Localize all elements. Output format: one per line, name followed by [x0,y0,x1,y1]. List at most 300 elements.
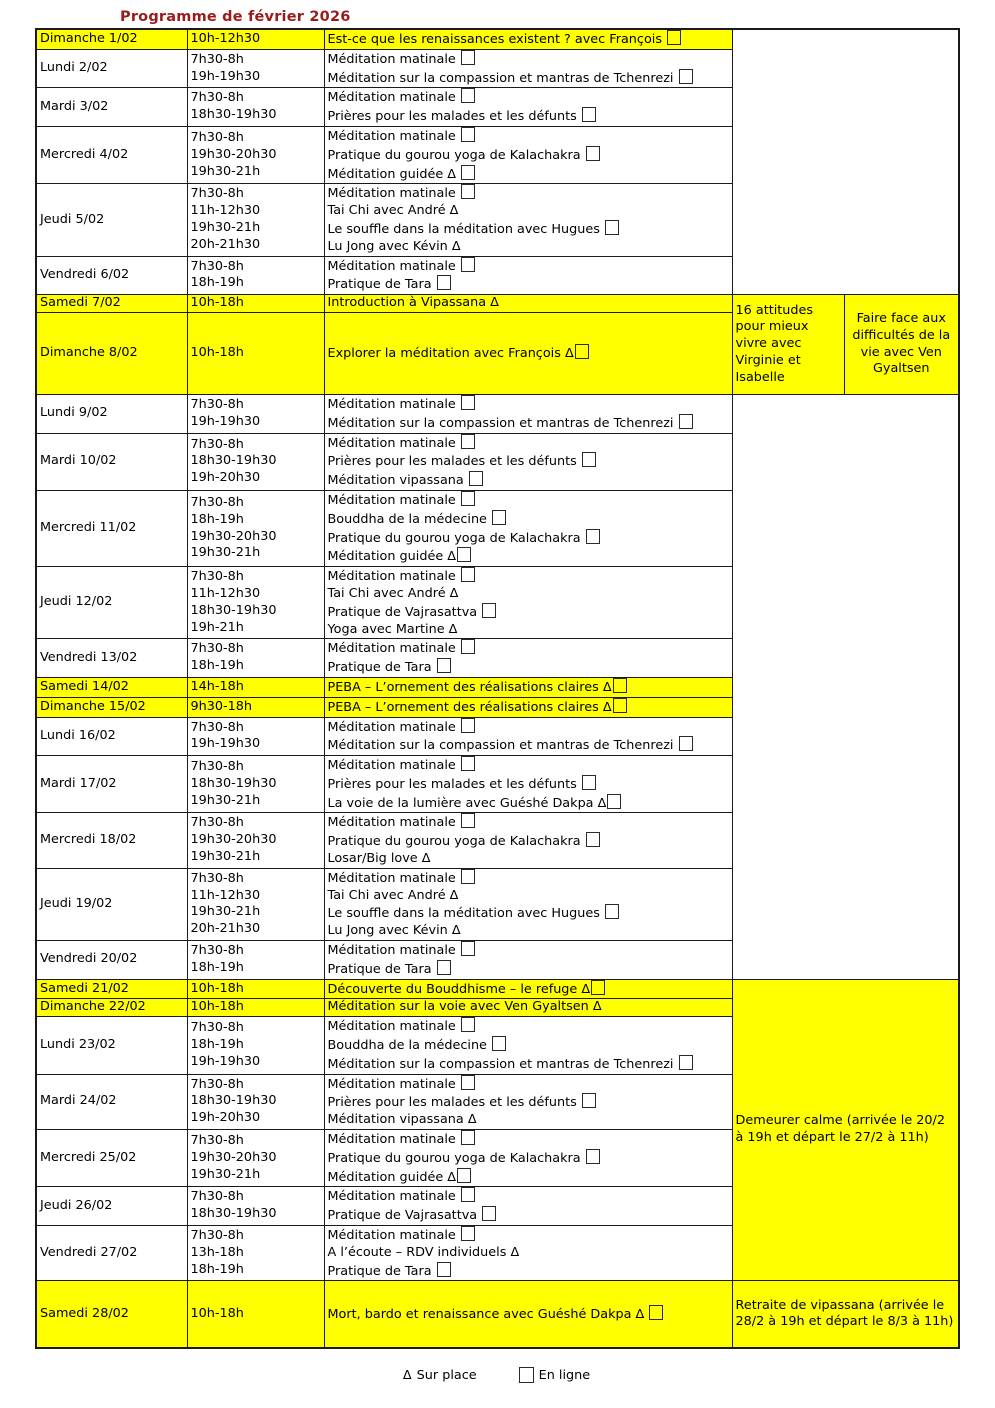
checkbox-icon [482,1206,496,1221]
activity-cell [324,639,732,678]
activity-entry: Losar/Big love Δ [327,851,431,867]
activity-entry: Pratique du gourou yoga de Kalachakra [328,832,729,851]
triangle-icon: Δ [447,549,457,565]
time-entry: 7h30-8h [190,258,244,274]
time-entry: 20h-21h30 [190,921,261,937]
time-entry: 7h30-8h [190,1133,244,1149]
activity-entry: Pratique de Vajrasattva [328,1206,729,1225]
side-note-cell: Demeurer calme (arrivée le 20/2 à 19h et départ le 27/2 à 11h) [732,979,959,1281]
time-entry: 19h30-20h30 [190,146,277,162]
time-entry: 9h30-18h [190,698,253,714]
activity-entry: Méditation matinale [328,50,729,69]
activity-entry: Méditation sur la compassion et mantras de Tchenrezi [328,414,729,433]
activity-entry: Tai Chi avec André Δ [327,585,459,601]
time-cell [187,1074,324,1129]
day-cell: Jeudi 26/02 [36,1187,187,1226]
checkbox-icon [437,658,451,673]
activity-entry: Méditation vipassana Δ [327,1112,477,1128]
day-cell: Mardi 10/02 [36,433,187,490]
activity-entry: Méditation matinale [328,941,729,960]
day-cell: Vendredi 20/02 [36,941,187,980]
checkbox-icon [679,736,693,751]
time-cell [187,1130,324,1187]
time-entry: 10h-18h [190,345,244,361]
activity-entry: Bouddha de la médecine [328,1036,729,1055]
time-entry: 18h30-19h30 [190,1093,277,1109]
time-entry: 19h-21h [190,619,244,635]
time-entry: 18h30-19h30 [190,107,277,123]
activity-cell [324,697,732,717]
checkbox-icon [437,275,451,290]
schedule-row [36,295,959,313]
day-cell: Lundi 23/02 [36,1017,187,1074]
time-entry: 7h30-8h [190,943,244,959]
side-note-cell: Retraite de vipassana (arrivée le 28/2 à 19h et départ le 8/3 à 11h) [732,1281,959,1349]
triangle-icon: Δ [581,981,591,997]
time-cell [187,295,324,313]
time-cell [187,256,324,295]
triangle-icon: Δ [490,295,499,311]
time-cell [187,490,324,566]
activity-cell [324,256,732,295]
day-cell: Jeudi 19/02 [36,868,187,940]
side-note-cell [732,394,959,979]
activity-entry: Méditation sur la voie avec Ven Gyaltsen Δ [327,999,602,1015]
activity-entry: Méditation matinale [328,395,729,414]
activity-cell [324,184,732,256]
time-entry: 18h30-19h30 [190,1206,277,1222]
triangle-icon: Δ [451,238,461,254]
day-cell: Jeudi 5/02 [36,184,187,256]
time-entry: 7h30-8h [190,129,244,145]
time-entry: 10h-18h [190,1306,244,1321]
activity-cell [324,295,732,313]
checkbox-icon [492,510,506,525]
activity-cell [324,49,732,88]
time-entry: 19h30-21h [190,1166,261,1182]
checkbox-icon [461,567,475,582]
time-entry: 19h30-20h30 [190,832,277,848]
activity-cell [324,979,732,999]
activity-cell [324,1130,732,1187]
activity-cell [324,1187,732,1226]
time-entry: 7h30-8h [190,51,244,67]
activity-entry: Tai Chi avec André Δ [327,203,459,219]
activity-entry: Prières pour les malades et les défunts [328,452,729,471]
time-cell [187,868,324,940]
schedule-row [36,979,959,999]
time-entry: 7h30-8h [190,719,244,735]
time-entry: 20h-21h30 [190,236,261,252]
time-entry: 13h-18h [190,1244,244,1260]
activity-entry: Pratique du gourou yoga de Kalachakra [328,146,729,165]
time-cell [187,717,324,756]
checkbox-icon [605,904,619,919]
activity-entry: Méditation matinale [328,756,729,775]
time-entry: 11h-12h30 [190,585,261,601]
triangle-icon: Δ [421,851,431,867]
time-entry: 18h-19h [190,658,244,674]
time-entry: 18h-19h [190,1261,244,1277]
activity-entry: Prières pour les malades et les défunts [328,107,729,126]
activity-entry: PEBA – L’ornement des réalisations claires Δ [328,678,729,697]
activity-cell [324,941,732,980]
schedule-row [36,29,959,49]
time-entry: 7h30-8h [190,436,244,452]
activity-entry: Méditation matinale [328,491,729,510]
activity-entry: Découverte du Bouddhisme – le refuge Δ [328,980,729,999]
activity-entry: Méditation guidée Δ [328,1168,729,1187]
checkbox-icon [482,603,496,618]
checkbox-icon [586,1149,600,1164]
checkbox-icon [582,775,596,790]
triangle-icon: Δ [447,1169,457,1185]
activity-entry: Pratique du gourou yoga de Kalachakra [328,1149,729,1168]
triangle-icon: Δ [510,1244,520,1260]
checkbox-icon [461,127,475,142]
time-entry: 7h30-8h [190,815,244,831]
activity-entry: Méditation matinale [328,184,729,203]
time-entry: 19h-19h30 [190,413,261,429]
time-entry: 18h30-19h30 [190,602,277,618]
checkbox-icon [461,869,475,884]
time-entry: 18h-19h [190,959,244,975]
activity-entry: Pratique du gourou yoga de Kalachakra [328,529,729,548]
time-cell [187,1187,324,1226]
checkbox-icon [461,50,475,65]
activity-entry: Méditation vipassana [328,471,729,490]
time-entry: 18h30-19h30 [190,775,277,791]
activity-entry: Méditation sur la compassion et mantras de Tchenrezi [328,69,729,88]
time-cell [187,433,324,490]
activity-cell [324,29,732,49]
triangle-icon: Δ [447,166,457,182]
time-entry: 10h-18h [190,999,244,1015]
time-entry: 11h-12h30 [190,203,261,219]
checkbox-icon [461,165,475,180]
time-entry: 7h30-8h [190,569,244,585]
checkbox-icon [586,146,600,161]
day-cell: Mercredi 18/02 [36,813,187,868]
time-entry: 10h-18h [190,980,244,996]
activity-cell [324,490,732,566]
day-cell: Samedi 14/02 [36,677,187,697]
activity-entry: Mort, bardo et renaissance avec Guéshé Dakpa Δ [328,1305,729,1324]
time-entry: 19h30-21h [190,545,261,561]
time-entry: 19h-19h30 [190,68,261,84]
day-cell: Mardi 3/02 [36,88,187,127]
activity-entry: Méditation matinale [328,639,729,658]
activity-entry: Méditation matinale [328,1075,729,1094]
activity-entry: Pratique de Tara [328,275,729,294]
checkbox-icon [461,1226,475,1241]
legend-on-site [403,1367,477,1383]
day-cell: Samedi 7/02 [36,295,187,313]
time-entry: 19h30-21h [190,163,261,179]
time-entry: 7h30-8h [190,1076,244,1092]
time-entry: 7h30-8h [190,1228,244,1244]
activity-cell [324,126,732,183]
checkbox-icon [679,1055,693,1070]
time-entry: 19h30-20h30 [190,528,277,544]
time-cell [187,756,324,813]
activity-entry: Méditation matinale [328,434,729,453]
day-cell: Dimanche 15/02 [36,697,187,717]
activity-entry: Méditation matinale [328,88,729,107]
day-cell: Jeudi 12/02 [36,567,187,639]
side-note-cell [732,29,959,295]
time-entry: 7h30-8h [190,1020,244,1036]
time-entry: 7h30-8h [190,1189,244,1205]
triangle-icon: Δ [602,679,612,695]
triangle-icon: Δ [449,585,459,601]
checkbox-icon [613,698,627,713]
activity-entry: Pratique de Tara [328,658,729,677]
time-cell [187,813,324,868]
schedule-row [36,1281,959,1349]
checkbox-icon [461,434,475,449]
time-entry: 18h-19h [190,511,244,527]
day-cell: Mercredi 25/02 [36,1130,187,1187]
activity-entry: Bouddha de la médecine [328,510,729,529]
activity-entry: Méditation matinale [328,1187,729,1206]
checkbox-icon [605,220,619,235]
activity-entry: Introduction à Vipassana Δ [327,295,499,311]
triangle-icon: Δ [448,621,458,637]
activity-cell [324,567,732,639]
time-cell [187,567,324,639]
time-entry: 19h30-21h [190,792,261,808]
day-cell: Lundi 9/02 [36,394,187,433]
checkbox-icon [582,107,596,122]
time-cell [187,88,324,127]
time-cell [187,979,324,999]
day-cell: Vendredi 27/02 [36,1226,187,1281]
day-cell: Lundi 2/02 [36,49,187,88]
activity-entry: A l’écoute – RDV individuels Δ [327,1244,520,1260]
checkbox-icon [591,980,605,995]
activity-entry: Méditation matinale [328,257,729,276]
triangle-icon: Δ [449,887,459,903]
checkbox-icon [492,1036,506,1051]
activity-entry: Méditation matinale [328,869,729,888]
checkbox-icon [461,88,475,103]
time-cell [187,49,324,88]
time-entry: 7h30-8h [190,641,244,657]
activity-cell [324,1074,732,1129]
activity-entry: Méditation matinale [328,1017,729,1036]
activity-cell [324,677,732,697]
activity-entry: Tai Chi avec André Δ [327,887,459,903]
day-cell: Samedi 28/02 [36,1281,187,1349]
side-note-cell: 16 attitudes pour mieux vivre avec Virginie et Isabelle [732,295,844,395]
time-cell [187,29,324,49]
time-entry: 19h30-21h [190,904,261,920]
legend-on-site-label: Sur place [416,1367,477,1383]
checkbox-icon [679,414,693,429]
activity-cell [324,1281,732,1349]
activity-cell [324,717,732,756]
activity-cell [324,1226,732,1281]
time-cell [187,1017,324,1074]
day-cell: Lundi 16/02 [36,717,187,756]
activity-entry: La voie de la lumière avec Guéshé Dakpa Δ [328,794,729,813]
activity-entry: Pratique de Tara [328,960,729,979]
activity-entry: Pratique de Vajrasattva [328,603,729,622]
time-cell [187,677,324,697]
checkbox-icon [586,832,600,847]
time-cell [187,126,324,183]
time-cell [187,941,324,980]
schedule-table [35,28,960,1349]
triangle-icon: Δ [449,203,459,219]
activity-cell [324,1017,732,1074]
activity-entry: Pratique de Tara [328,1262,729,1281]
time-entry: 7h30-8h [190,90,244,106]
activity-entry: Explorer la méditation avec François Δ [328,344,729,363]
activity-entry: Méditation matinale [328,1130,729,1149]
triangle-icon: Δ [467,1112,477,1128]
activity-entry: Le souffle dans la méditation avec Hugues [328,904,729,923]
time-entry: 7h30-8h [190,494,244,510]
legend [35,1367,958,1383]
checkbox-icon [461,1130,475,1145]
time-cell [187,1226,324,1281]
checkbox-icon [461,1017,475,1032]
time-entry: 19h-20h30 [190,470,261,486]
time-entry: 18h-19h [190,1037,244,1053]
time-entry: 7h30-8h [190,759,244,775]
activity-entry: Méditation guidée Δ [328,547,729,566]
checkbox-icon [461,756,475,771]
time-cell [187,394,324,433]
time-entry: 18h30-19h30 [190,453,277,469]
time-cell [187,697,324,717]
time-cell [187,999,324,1017]
activity-entry: Le souffle dans la méditation avec Hugues [328,220,729,239]
activity-entry: Est-ce que les renaissances existent ? avec François [328,30,729,49]
checkbox-icon [582,1093,596,1108]
checkbox-icon [437,1262,451,1277]
activity-cell [324,312,732,394]
time-entry: 11h-12h30 [190,887,261,903]
time-entry: 7h30-8h [190,870,244,886]
day-cell: Mercredi 4/02 [36,126,187,183]
time-entry: 7h30-8h [190,186,244,202]
time-entry: 14h-18h [190,678,244,694]
time-cell [187,312,324,394]
triangle-icon: Δ [402,1367,412,1383]
time-entry: 19h-19h30 [190,1053,261,1069]
activity-entry: Méditation sur la compassion et mantras de Tchenrezi [328,1055,729,1074]
checkbox-icon [461,1187,475,1202]
checkbox-icon [649,1305,663,1320]
triangle-icon: Δ [597,795,607,811]
checkbox-icon [457,1168,471,1183]
day-cell: Dimanche 22/02 [36,999,187,1017]
checkbox-icon [613,678,627,693]
checkbox-icon [461,639,475,654]
activity-entry: Lu Jong avec Kévin Δ [327,923,461,939]
triangle-icon: Δ [602,699,612,715]
checkbox-icon [679,69,693,84]
day-cell: Dimanche 8/02 [36,312,187,394]
legend-online [519,1367,590,1383]
checkbox-icon [469,471,483,486]
schedule-row [36,394,959,433]
activity-entry: Méditation matinale [328,718,729,737]
day-cell: Samedi 21/02 [36,979,187,999]
time-entry: 7h30-8h [190,396,244,412]
activity-entry: Méditation matinale [328,813,729,832]
activity-entry: Méditation matinale [328,1226,729,1245]
time-entry: 19h-19h30 [190,736,261,752]
activity-entry: Yoga avec Martine Δ [327,621,458,637]
checkbox-icon [461,718,475,733]
checkbox-icon [582,452,596,467]
triangle-icon: Δ [635,1307,645,1322]
activity-entry: Méditation guidée Δ [328,165,729,184]
checkbox-icon [667,30,681,45]
time-entry: 19h30-21h [190,849,261,865]
activity-entry: Prières pour les malades et les défunts [328,775,729,794]
day-cell: Mercredi 11/02 [36,490,187,566]
activity-cell [324,756,732,813]
day-cell: Vendredi 6/02 [36,256,187,295]
checkbox-icon [607,794,621,809]
activity-entry: Lu Jong avec Kévin Δ [327,238,461,254]
activity-entry: Méditation matinale [328,127,729,146]
triangle-icon: Δ [592,999,602,1015]
checkbox-icon [575,344,589,359]
activity-entry: Méditation matinale [328,567,729,586]
time-cell [187,1281,324,1349]
day-cell: Mardi 24/02 [36,1074,187,1129]
activity-cell [324,999,732,1017]
checkbox-icon [461,813,475,828]
triangle-icon: Δ [451,923,461,939]
activity-entry: PEBA – L’ornement des réalisations claires Δ [328,698,729,717]
day-cell: Vendredi 13/02 [36,639,187,678]
checkbox-icon [437,960,451,975]
checkbox-icon [461,491,475,506]
checkbox-icon [457,547,471,562]
checkbox-icon [461,395,475,410]
page-title: Programme de février 2026 [120,9,351,25]
activity-cell [324,394,732,433]
activity-cell [324,433,732,490]
activity-entry: Prières pour les malades et les défunts [328,1093,729,1112]
time-entry: 18h-19h [190,275,244,291]
time-entry: 19h30-21h [190,219,261,235]
triangle-icon: Δ [564,346,574,362]
checkbox-icon [461,941,475,956]
checkbox-icon [586,529,600,544]
checkbox-icon [461,257,475,272]
checkbox-icon [519,1367,534,1383]
checkbox-icon [461,1075,475,1090]
time-cell [187,184,324,256]
time-entry: 10h-12h30 [190,31,261,46]
activity-cell [324,868,732,940]
activity-cell [324,88,732,127]
activity-cell [324,813,732,868]
time-cell [187,639,324,678]
day-cell: Mardi 17/02 [36,756,187,813]
time-entry: 19h30-20h30 [190,1149,277,1165]
legend-online-label: En ligne [538,1367,591,1383]
day-cell: Dimanche 1/02 [36,29,187,49]
